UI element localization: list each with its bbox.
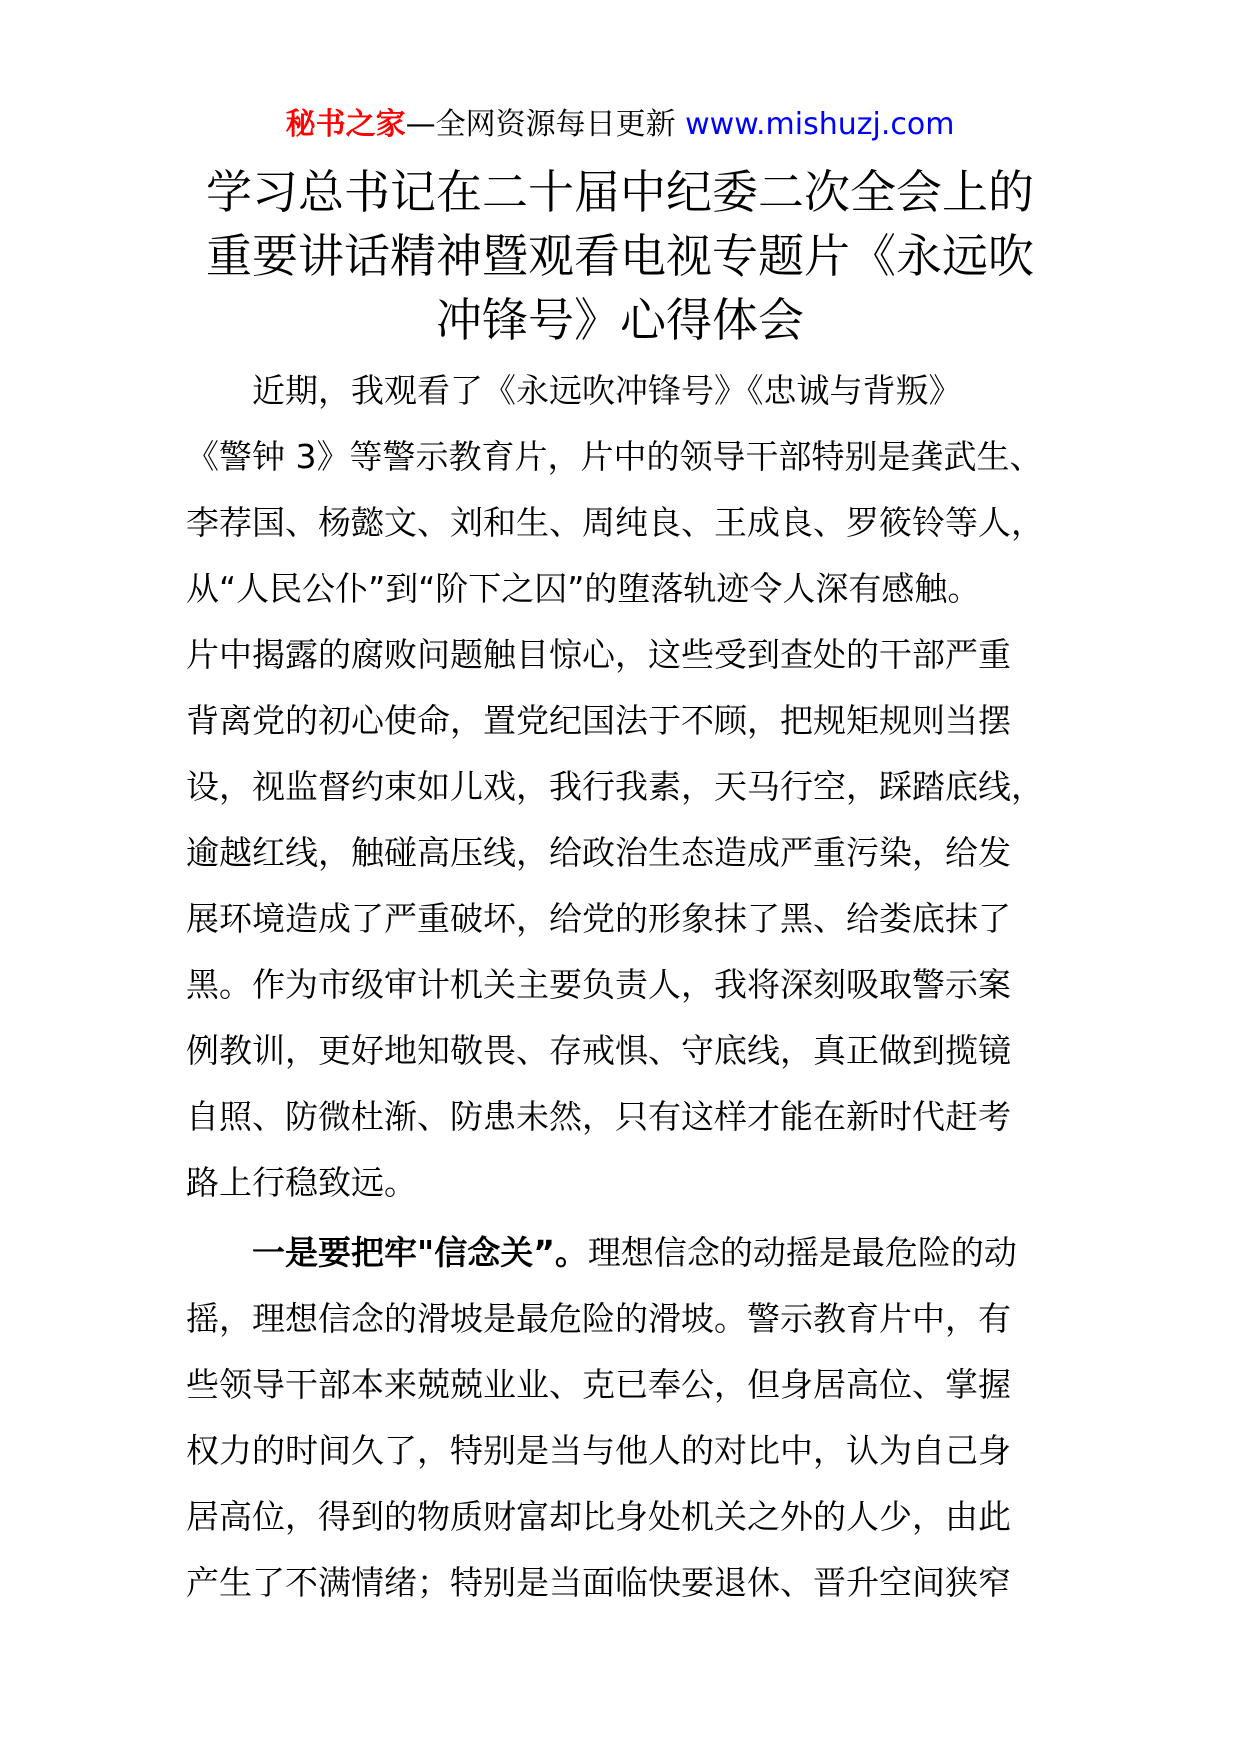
text-line: 展环境造成了严重破坏，给党的形象抹了黑、给娄底抹了 xyxy=(186,899,1011,938)
title-line-3: 冲锋号》心得体会 xyxy=(436,293,804,347)
text-line xyxy=(186,1220,1066,1286)
text-line: 近期，我观看了《永远吹冲锋号》《忠诚与背叛》 xyxy=(252,371,962,410)
text-line: 些领导干部本来兢兢业业、克已奉公，但身居高位、掌握 xyxy=(186,1365,1011,1404)
text-line: 黑。作为市级审计机关主要负责人，我将深刻吸取警示案 xyxy=(186,965,1011,1004)
title-line-2: 重要讲话精神暨观看电视专题片《永远吹 xyxy=(206,229,1034,283)
text-line: 片中揭露的腐败问题触目惊心，这些受到查处的干部严重 xyxy=(186,635,1011,674)
text-line: 背离党的初心使命，置党纪国法于不顾，把规矩规则当摆 xyxy=(186,701,1011,740)
document-body xyxy=(186,358,1066,1616)
text-line: 李荐国、杨懿文、刘和生、周纯良、王成良、罗筱铃等人， xyxy=(186,503,1044,542)
site-header xyxy=(0,100,1240,150)
text-line: 权力的时间久了，特别是当与他人的对比中，认为自己身 xyxy=(186,1431,1011,1470)
brand-name: 秘书之家 xyxy=(285,107,406,142)
text-line: 摇，理想信念的滑坡是最危险的滑坡。警示教育片中，有 xyxy=(186,1299,1011,1338)
text-line: 《警钟 3》等警示教育片，片中的领导干部特别是龚武生、 xyxy=(186,437,1043,476)
heading-line-text: 理想信念的动摇是最危险的动 xyxy=(587,1233,1017,1272)
text-line: 自照、防微杜渐、防患未然，只有这样才能在新时代赶考 xyxy=(186,1097,1011,1136)
text-line: 路上行稳致远。 xyxy=(186,1163,417,1202)
text-line: 从“人民公仆”到“阶下之囚”的堕落轨迹令人深有感触。 xyxy=(186,569,981,608)
text-line: 产生了不满情绪；特别是当面临快要退休、晋升空间狭窄 xyxy=(186,1563,1011,1602)
text-line: 例教训，更好地知敬畏、存戒惧、守底线，真正做到揽镜 xyxy=(186,1031,1011,1070)
site-url-link[interactable]: www.mishuzj.com xyxy=(685,107,955,142)
section-heading: 一是要把牢"信念关”。 xyxy=(252,1233,588,1272)
belief-paragraph xyxy=(186,1220,1066,1616)
text-line: 设，视监督约束如儿戏，我行我素，天马行空，踩踏底线， xyxy=(186,767,1044,806)
header-tagline: —全网资源每日更新 xyxy=(405,107,686,142)
text-line: 居高位，得到的物质财富却比身处机关之外的人少，由此 xyxy=(186,1497,1011,1536)
document-title xyxy=(150,160,1090,352)
title-line-1: 学习总书记在二十届中纪委二次全会上的 xyxy=(206,165,1034,219)
intro-paragraph xyxy=(186,358,1066,1216)
text-line: 逾越红线，触碰高压线，给政治生态造成严重污染，给发 xyxy=(186,833,1011,872)
